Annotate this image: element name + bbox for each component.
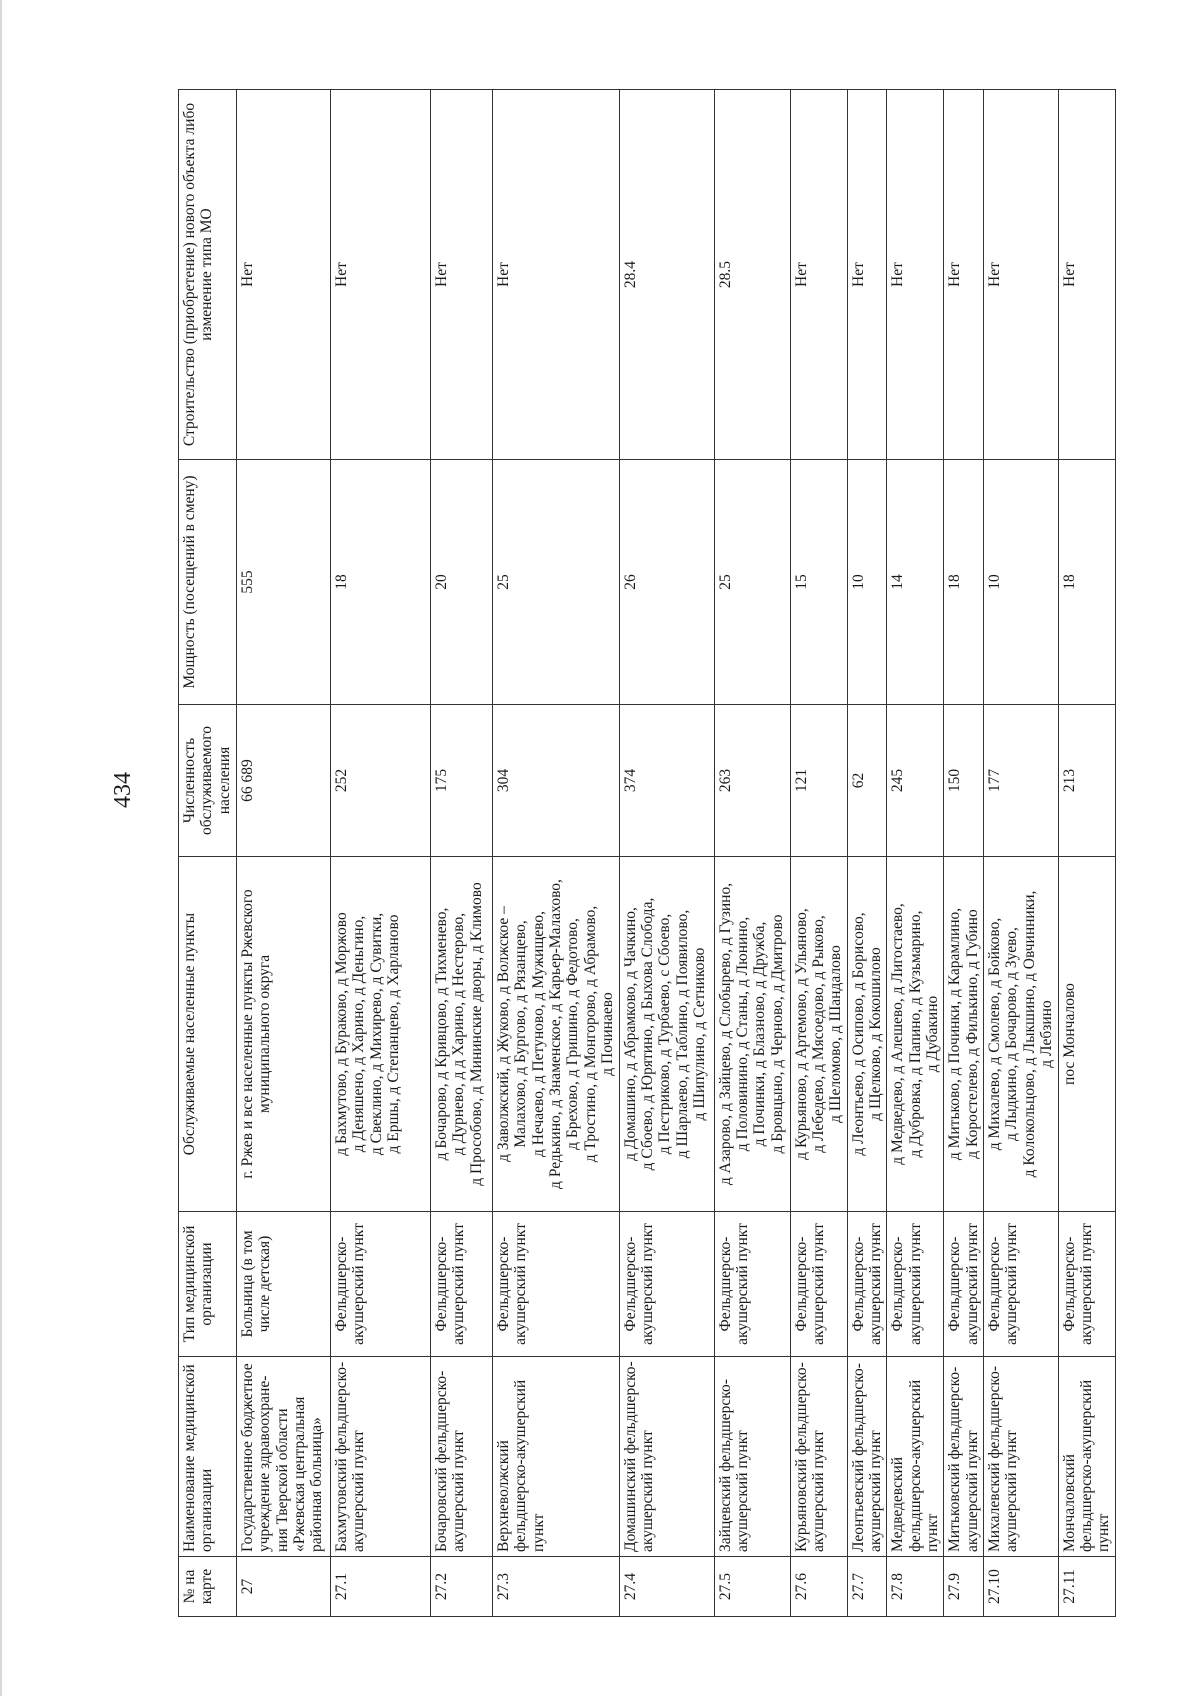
cell-population: 374 — [619, 705, 714, 857]
cell-org-name: Митьковский фельдшерско-акушерский пункт — [944, 1357, 984, 1557]
facilities-table-container — [178, 90, 1113, 1617]
cell-map-number: 27.7 — [847, 1557, 887, 1617]
cell-population: 62 — [847, 705, 887, 857]
cell-org-name: Домашинский фельдшерско-акушерский пункт — [619, 1357, 714, 1557]
facilities-table — [178, 89, 1116, 1617]
cell-construction: Нет — [887, 90, 944, 460]
cell-construction: Нет — [847, 90, 887, 460]
cell-capacity: 25 — [714, 460, 790, 705]
header-construction: Строительство (приобретение) нового объекта либо изменение типа МО — [179, 90, 237, 460]
cell-capacity: 555 — [237, 460, 331, 705]
cell-map-number: 27.5 — [714, 1557, 790, 1617]
cell-org-name: Медведевский фельдшерско-акушерский пункт — [887, 1357, 944, 1557]
cell-map-number: 27.8 — [887, 1557, 944, 1617]
cell-org-type: Фельдшерско-акушерский пункт — [431, 1212, 493, 1357]
cell-served-points: д Митьково, д Починки, д Карамлино, д Коростелево, д Филькино, д Губино — [944, 857, 984, 1212]
cell-population: 177 — [984, 705, 1058, 857]
table-row — [493, 90, 620, 1617]
cell-org-type: Фельдшерско-акушерский пункт — [887, 1212, 944, 1357]
table-row — [790, 90, 847, 1617]
cell-construction: 28.5 — [714, 90, 790, 460]
table-header-row — [179, 90, 237, 1617]
cell-org-name: Мончаловский фельдшерско-акушерский пункт — [1058, 1357, 1115, 1557]
cell-map-number: 27.11 — [1058, 1557, 1115, 1617]
cell-population: 66 689 — [237, 705, 331, 857]
cell-map-number: 27.3 — [493, 1557, 620, 1617]
header-org-name: Наименование медицинской организации — [179, 1357, 237, 1557]
cell-served-points: д Михалево, д Смолево, д Бойково, д Лыдкино, д Бочарово, д Зуево, д Колокольцово, д Лыкшино, д Овчинники, д Лебзино — [984, 857, 1058, 1212]
cell-served-points: д Азарово, д Зайцево, д Слобырево, д Гузино, д Половинино, д Станы, д Люнино, д Починки, д Блазново, д Дружба, д Бровцыно, д Черново, д Дмитрово — [714, 857, 790, 1212]
cell-org-type: Фельдшерско-акушерский пункт — [944, 1212, 984, 1357]
table-row — [331, 90, 431, 1617]
cell-construction: Нет — [493, 90, 620, 460]
cell-construction: Нет — [790, 90, 847, 460]
cell-capacity: 26 — [619, 460, 714, 705]
cell-capacity: 18 — [331, 460, 431, 705]
cell-population: 175 — [431, 705, 493, 857]
cell-construction: Нет — [944, 90, 984, 460]
cell-org-type: Фельдшерско-акушерский пункт — [331, 1212, 431, 1357]
cell-construction: Нет — [237, 90, 331, 460]
cell-capacity: 18 — [944, 460, 984, 705]
scan-edge — [0, 0, 2, 1696]
cell-served-points: д Домашино, д Абрамково, д Чачкино, д Сбоево, д Юрятино, д Быхова Слобода, д Пестриково, д Турбаево, с Сбоево, д Шарлаево, д Таблино, д Появилово, д Шипулино, д Сетниково — [619, 857, 714, 1212]
cell-org-type: Фельдшерско-акушерский пункт — [847, 1212, 887, 1357]
cell-map-number: 27.4 — [619, 1557, 714, 1617]
table-row — [1058, 90, 1115, 1617]
header-map-number: № на карте — [179, 1557, 237, 1617]
cell-population: 121 — [790, 705, 847, 857]
table-body — [237, 90, 1116, 1617]
header-served-points: Обслуживаемые населенные пункты — [179, 857, 237, 1212]
cell-org-type: Фельдшерско-акушерский пункт — [619, 1212, 714, 1357]
table-row — [944, 90, 984, 1617]
table-row — [714, 90, 790, 1617]
cell-org-type: Фельдшерско-акушерский пункт — [714, 1212, 790, 1357]
cell-population: 150 — [944, 705, 984, 857]
cell-capacity: 18 — [1058, 460, 1115, 705]
cell-capacity: 14 — [887, 460, 944, 705]
cell-population: 263 — [714, 705, 790, 857]
table-row — [619, 90, 714, 1617]
cell-served-points: д Курьяново, д Артемово, д Ульяново, д Лебедево, д Мясоедово, д Рыково, д Шеломово, д Шандалово — [790, 857, 847, 1212]
cell-construction: 28.4 — [619, 90, 714, 460]
table-row — [847, 90, 887, 1617]
cell-org-name: Леонтьевский фельдшерско-акушерский пункт — [847, 1357, 887, 1557]
cell-map-number: 27.6 — [790, 1557, 847, 1617]
cell-served-points: г. Ржев и все населенные пункты Ржевского муниципального округа — [237, 857, 331, 1212]
cell-org-type: Фельдшерско-акушерский пункт — [493, 1212, 620, 1357]
page-number: 434 — [110, 772, 136, 808]
table-row — [887, 90, 944, 1617]
cell-capacity: 10 — [984, 460, 1058, 705]
cell-map-number: 27.9 — [944, 1557, 984, 1617]
table-row — [431, 90, 493, 1617]
cell-org-name: Михалевский фельдшерско-акушерский пункт — [984, 1357, 1058, 1557]
cell-construction: Нет — [331, 90, 431, 460]
cell-served-points: д Медведево, д Алешево, д Лигостаево, д Дубровка, д Папино, д Кузьмарино, д Дубакино — [887, 857, 944, 1212]
cell-served-points: д Бочарово, д Кривцово, д Тихменево, д Дурнево, д д Харино, д Нестерово, д Прособово, д Мининские дворы, д Климово — [431, 857, 493, 1212]
cell-capacity: 20 — [431, 460, 493, 705]
header-org-type: Тип медицинской организации — [179, 1212, 237, 1357]
cell-org-name: Бахмутовский фельдшерско-акушерский пункт — [331, 1357, 431, 1557]
cell-population: 245 — [887, 705, 944, 857]
cell-population: 252 — [331, 705, 431, 857]
cell-org-type: Фельдшерско-акушерский пункт — [1058, 1212, 1115, 1357]
cell-map-number: 27.2 — [431, 1557, 493, 1617]
cell-construction: Нет — [1058, 90, 1115, 460]
cell-org-name: Зайцевский фельдшерско-акушерский пункт — [714, 1357, 790, 1557]
table-row — [237, 90, 331, 1617]
cell-construction: Нет — [431, 90, 493, 460]
cell-org-name: Государственное бюджетное учреждение здравоохране-ния Тверской области «Ржевская центральная районная больница» — [237, 1357, 331, 1557]
cell-org-name: Верхневолжский фельдшерско-акушерский пункт — [493, 1357, 620, 1557]
cell-served-points: пос Мончалово — [1058, 857, 1115, 1212]
cell-construction: Нет — [984, 90, 1058, 460]
cell-served-points: д Леонтьево, д Осипово, д Борисово, д Щелково, д Кокошилово — [847, 857, 887, 1212]
cell-org-name: Курьяновский фельдшерско-акушерский пункт — [790, 1357, 847, 1557]
cell-map-number: 27.10 — [984, 1557, 1058, 1617]
cell-map-number: 27.1 — [331, 1557, 431, 1617]
cell-served-points: д Заволжский, д Жуково, д Волжское – Малахово, д Бургово, д Рязанцево, д Нечаево, д Петуново, д Мужищево, д Редькино, д Знаменское, д Карьер-Малахово, д Брехово, д Гришино, д Федотово, д Тростино, д Монгорово, д Абрамово, д Починаево — [493, 857, 620, 1212]
table-row — [984, 90, 1058, 1617]
cell-org-type: Больница (в том числе детская) — [237, 1212, 331, 1357]
cell-map-number: 27 — [237, 1557, 331, 1617]
cell-population: 304 — [493, 705, 620, 857]
cell-org-name: Бочаровский фельдшерско-акушерский пункт — [431, 1357, 493, 1557]
cell-org-type: Фельдшерско-акушерский пункт — [790, 1212, 847, 1357]
cell-org-type: Фельдшерско-акушерский пункт — [984, 1212, 1058, 1357]
header-population: Численность обслуживаемого населения — [179, 705, 237, 857]
cell-population: 213 — [1058, 705, 1115, 857]
cell-capacity: 25 — [493, 460, 620, 705]
cell-served-points: д Бахмутово, д Бураково, д Моржово д Деняшено, д Харино, д Деньгино, д Свеклино, д Михирево, д Сувитки, д Ершы, д Степанцево, д Харланово — [331, 857, 431, 1212]
header-capacity: Мощность (посещений в смену) — [179, 460, 237, 705]
cell-capacity: 15 — [790, 460, 847, 705]
cell-capacity: 10 — [847, 460, 887, 705]
